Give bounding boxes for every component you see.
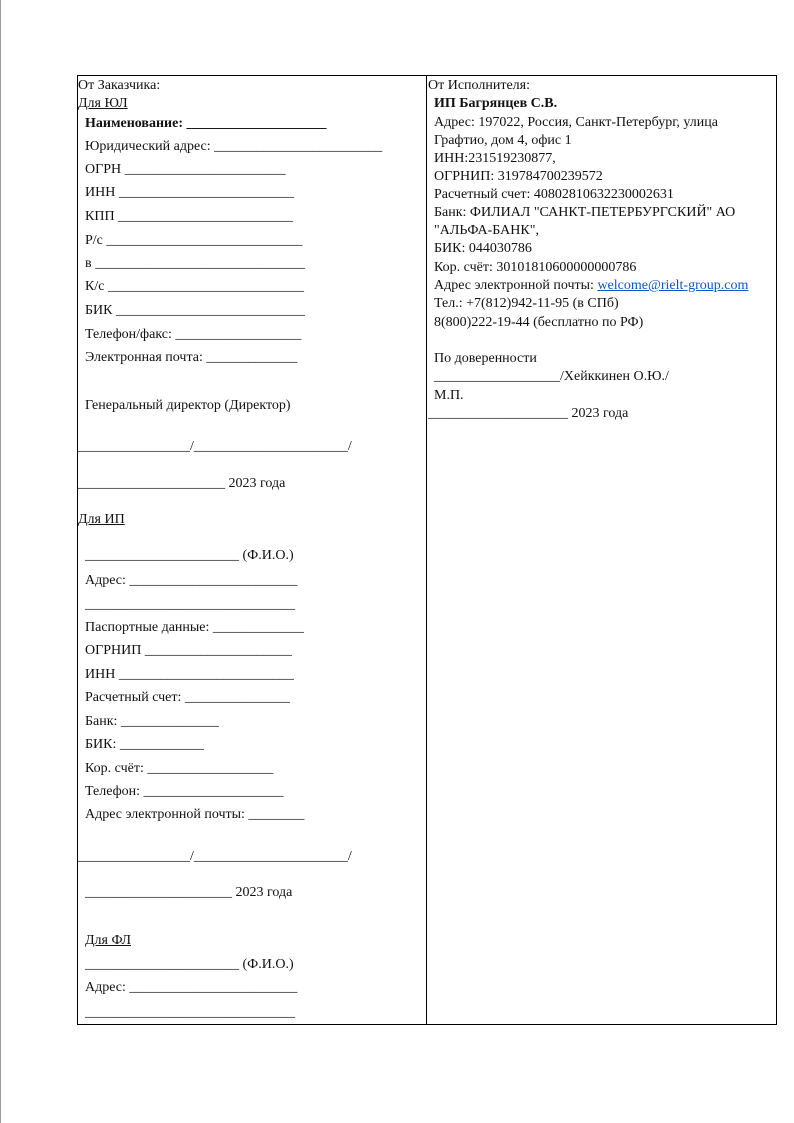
ie-phone-field: Телефон: ____________________ <box>85 784 284 799</box>
le-signature-line: ________________/______________________/ <box>78 439 352 454</box>
individual-heading: Для ФЛ <box>85 933 131 948</box>
contractor-signature-line: __________________/Хейккинен О.Ю./ <box>434 369 669 384</box>
contractor-bank-line1: Банк: ФИЛИАЛ "САНКТ-ПЕТЕРБУРГСКИЙ" АО <box>434 205 736 220</box>
le-bank-field: в ______________________________ <box>85 256 306 271</box>
le-phone-fax-field: Телефон/факс: __________________ <box>85 327 302 342</box>
ind-full-name-field: ______________________ (Ф.И.О.) <box>85 957 294 972</box>
ie-ogrnip-field: ОГРНИП _____________________ <box>85 643 292 658</box>
ie-passport-field: Паспортные данные: _____________ <box>85 620 304 635</box>
le-inn-field: ИНН _________________________ <box>85 185 294 200</box>
contractor-bik: БИК: 044030786 <box>434 241 532 256</box>
ie-signature-line: ________________/______________________/ <box>78 849 352 864</box>
le-ogrn-field: ОГРН _______________________ <box>85 162 286 177</box>
contractor-proxy: По доверенности <box>434 351 537 366</box>
contractor-corr-account: Кор. счёт: 30101810600000000786 <box>434 260 637 275</box>
ind-address-cont-line: ______________________________ <box>85 1005 295 1020</box>
ie-full-name-field: ______________________ (Ф.И.О.) <box>85 548 294 563</box>
requisites-table <box>77 75 777 1025</box>
contractor-phone1: Тел.: +7(812)942-11-95 (в СПб) <box>434 296 619 311</box>
ie-heading: Для ИП <box>78 512 125 527</box>
legal-entity-heading: Для ЮЛ <box>78 96 128 111</box>
contractor-header: От Исполнителя: <box>428 78 530 93</box>
ie-bank-field: Банк: ______________ <box>85 714 219 729</box>
contractor-inn: ИНН:231519230877, <box>434 151 556 166</box>
ind-address-field: Адрес: ________________________ <box>85 980 298 995</box>
le-corr-account-field: К/с ____________________________ <box>85 279 304 294</box>
contractor-ogrnip: ОГРНИП: 319784700239572 <box>434 169 603 184</box>
contractor-name: ИП Багрянцев С.В. <box>434 96 558 111</box>
contractor-email-link[interactable]: welcome@rielt-group.com <box>597 278 749 293</box>
contractor-account: Расчетный счет: 40802810632230002631 <box>434 187 674 202</box>
le-date-line: _____________________ 2023 года <box>78 476 286 491</box>
ie-address-cont-line: ______________________________ <box>85 597 295 612</box>
contractor-seal: М.П. <box>434 388 464 403</box>
contractor-address-line2: Графтио, дом 4, офис 1 <box>434 133 572 148</box>
le-account-field: Р/с ____________________________ <box>85 233 303 248</box>
ie-address-field: Адрес: ________________________ <box>85 573 298 588</box>
customer-header: От Заказчика: <box>78 78 161 93</box>
column-divider <box>426 76 427 1024</box>
contractor-email-row <box>434 278 748 294</box>
contractor-bank-line2: "АЛЬФА-БАНК", <box>434 223 539 238</box>
ie-inn-field: ИНН _________________________ <box>85 667 294 682</box>
contractor-email-label: Адрес электронной почты: <box>434 278 598 293</box>
ie-bik-field: БИК: ____________ <box>85 737 204 752</box>
ie-account-field: Расчетный счет: _______________ <box>85 690 290 705</box>
le-name-field: Наименование: ____________________ <box>85 116 327 131</box>
le-bik-field: БИК ___________________________ <box>85 303 305 318</box>
contractor-date-line: ____________________ 2023 года <box>428 406 629 421</box>
ie-email-field: Адрес электронной почты: ________ <box>85 807 305 822</box>
le-director-title: Генеральный директор (Директор) <box>85 398 291 413</box>
contractor-address-line1: Адрес: 197022, Россия, Санкт-Петербург, улица <box>434 115 718 130</box>
le-kpp-field: КПП _________________________ <box>85 209 294 224</box>
contractor-phone2: 8(800)222-19-44 (бесплатно по РФ) <box>434 315 644 330</box>
ie-corr-account-field: Кор. счёт: __________________ <box>85 761 274 776</box>
ie-date-line: _____________________ 2023 года <box>85 885 293 900</box>
le-legal-address-field: Юридический адрес: ________________________ <box>85 139 383 154</box>
le-email-field: Электронная почта: _____________ <box>85 350 298 365</box>
